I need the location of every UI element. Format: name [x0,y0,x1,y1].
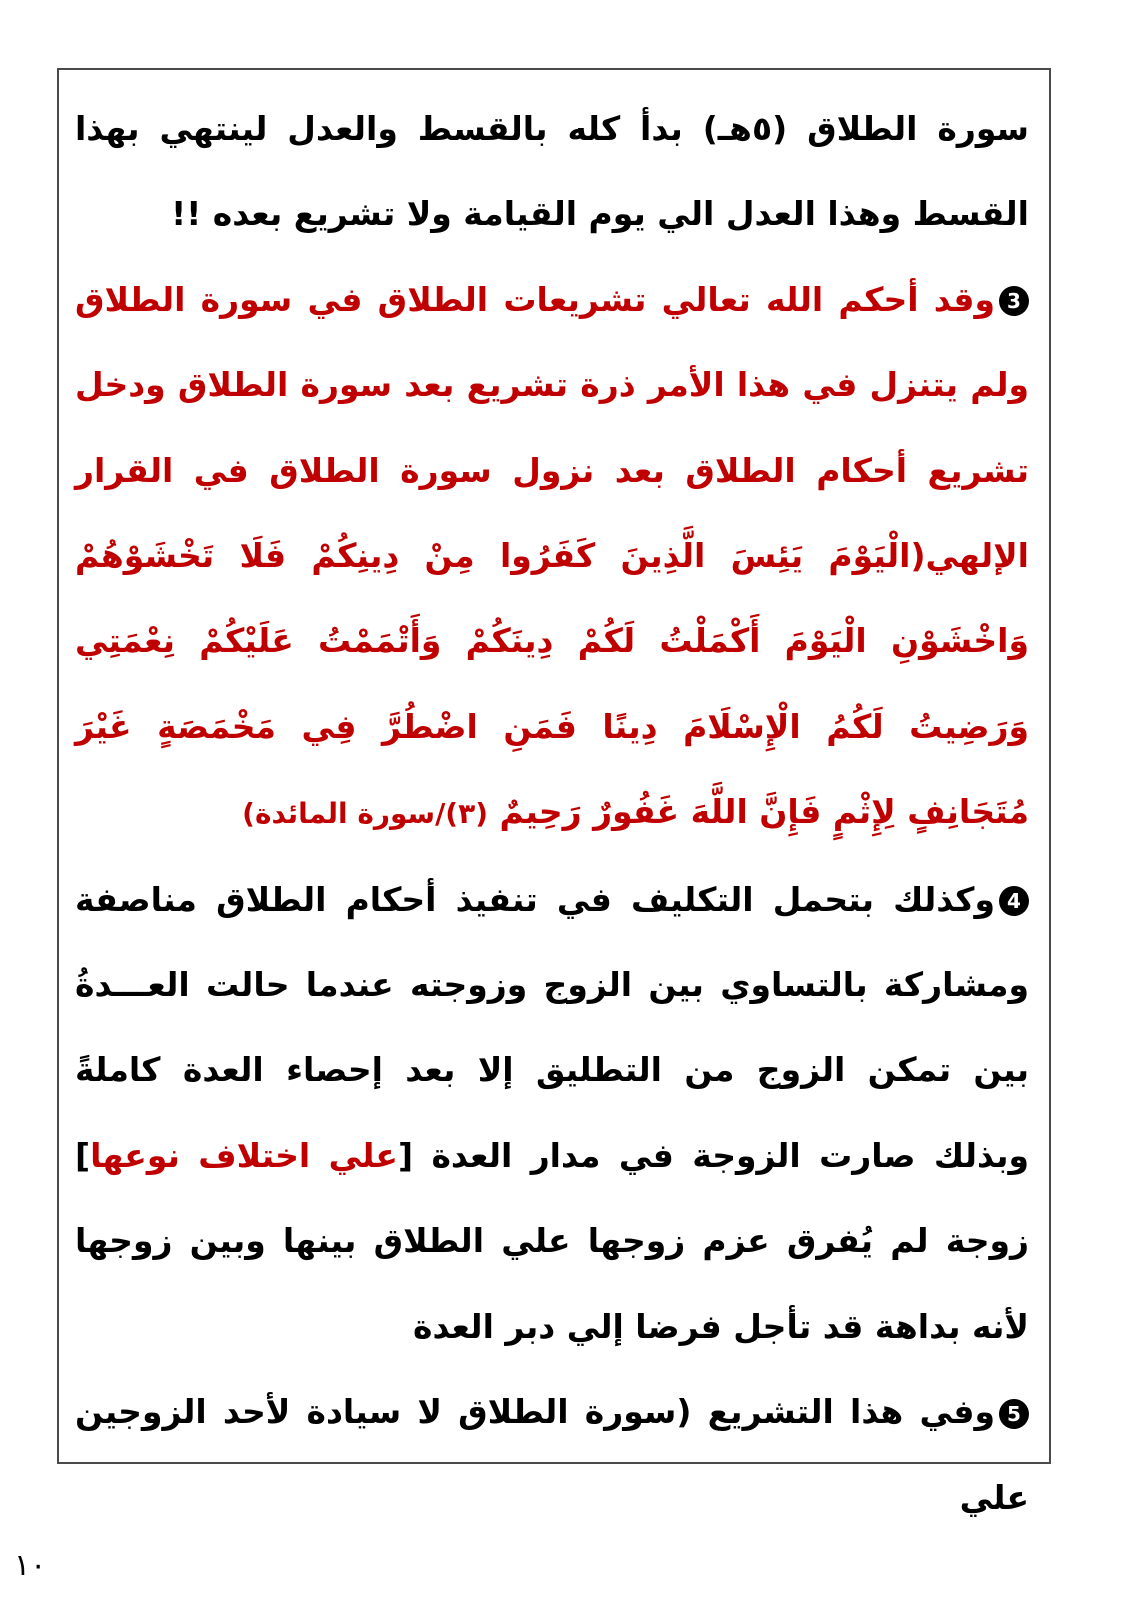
paragraph-point-5 [75,1369,1029,1540]
paragraph-text: وفي هذا التشريع (سورة الطلاق لا سيادة لأحد الزوجين علي [75,1392,1029,1517]
number-4-icon: 4 [999,886,1029,916]
paragraph-point-4 [75,857,1029,1369]
number-5-icon: 5 [999,1399,1029,1429]
document-body [57,86,1051,1540]
quran-reference: (٣)/سورة المائدة) [242,797,488,831]
paragraph-point-3 [75,257,1029,857]
page-number: ١٠ [14,1548,47,1583]
paragraph-surah-talaq-intro [75,86,1029,257]
paragraph-text: وكذلك بتحمل التكليف في تنفيذ أحكام الطلاق مناصفة ومشاركة بالتساوي بين الزوج وزوجته عندما حالت العـــدةُ بين تمكن الزوج من التطليق إلا بعد إحصاء العدة كاملةً وبذلك صارت الزوجة في مدار العدة [75,879,1029,1175]
paragraph-text: وقد أحكم الله تعالي تشريعات الطلاق في سورة الطلاق ولم يتنزل في هذا الأمر ذرة تشريع بعد سورة الطلاق ودخل تشريع أحكام الطلاق بعد نزول سورة الطلاق في القرار الإلهي(الْيَوْمَ يَئِسَ الَّذِينَ كَفَرُوا مِنْ دِينِكُمْ فَلَا تَخْشَوْهُمْ وَاخْشَوْنِ الْيَوْمَ أَكْمَلْتُ لَكُمْ دِينَكُمْ وَأَتْمَمْتُ عَلَيْكُمْ نِعْمَتِي وَرَضِيتُ لَكُمُ الْإِسْلَامَ دِينًا فَمَنِ اضْطُرَّ فِي مَخْمَصَةٍ غَيْرَ مُتَجَانِفٍ لِإِثْمٍ فَإِنَّ اللَّهَ غَفُورٌ رَحِيمٌ [75,279,1029,832]
highlighted-phrase: علي اختلاف نوعها [90,1135,398,1175]
number-3-icon: 3 [999,286,1029,316]
bracket-close: ] [75,1135,91,1175]
paragraph-text-continued: زوجة لم يُفرق عزم زوجها علي الطلاق بينها وبين زوجها لأنه بداهة قد تأجل فرضا إلي دبر العدة [75,1221,1029,1346]
bracket-open: [ [397,1135,414,1175]
paragraph-text: سورة الطلاق (٥هـ) بدأ كله بالقسط والعدل لينتهي بهذا القسط وهذا العدل الي يوم القيامة ولا تشريع بعده !! [75,109,1029,234]
